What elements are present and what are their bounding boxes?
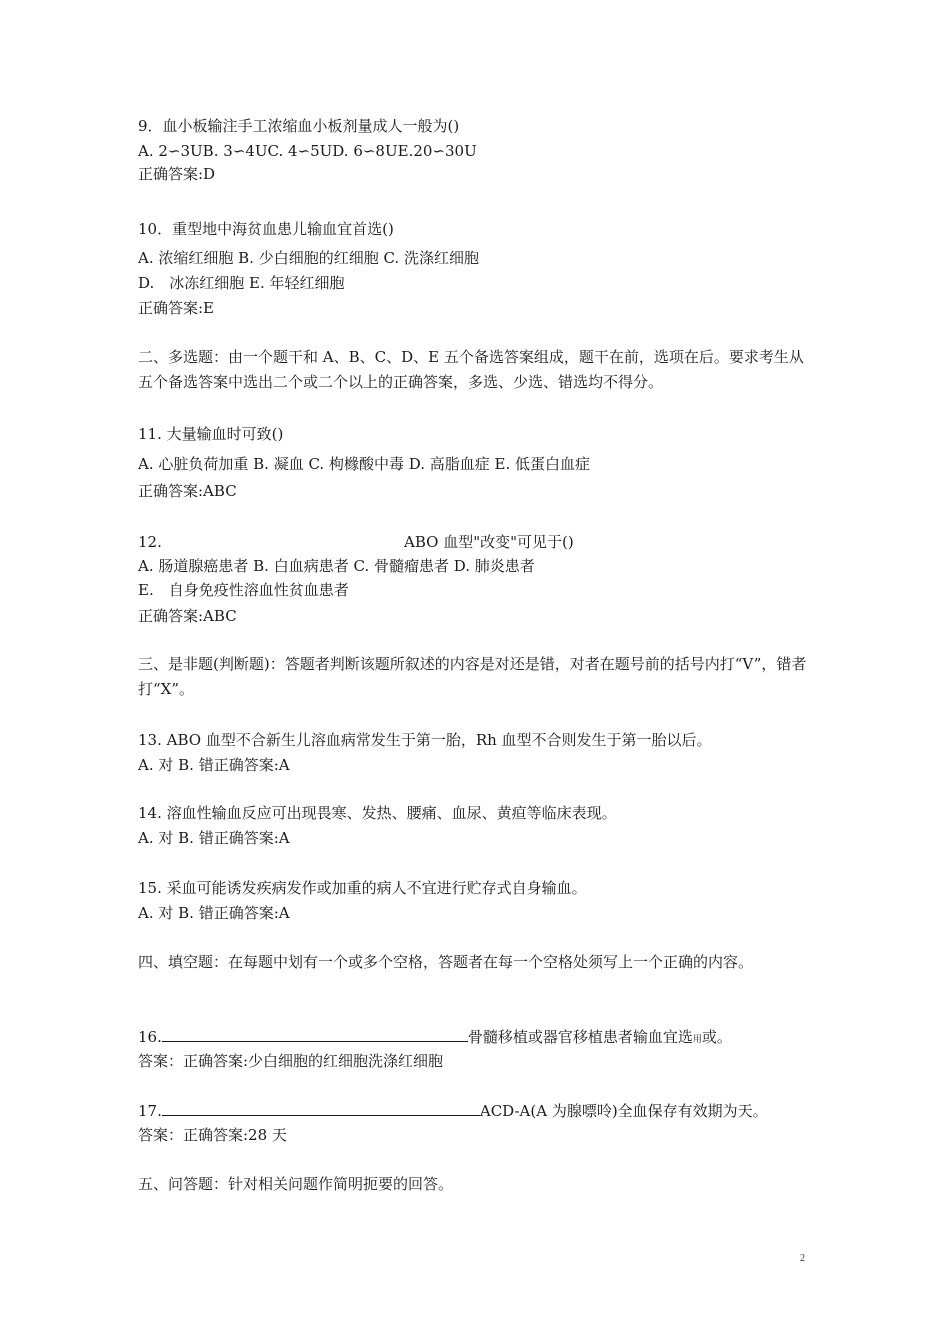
question-answer: 正确答案:ABC <box>138 607 237 625</box>
question-text: ACD-A(A 为腺嘌呤)全血保存有效期为天。 <box>479 1102 768 1120</box>
page-number: 2 <box>800 1253 805 1264</box>
question-answer: A. 对 B. 错正确答案:A <box>138 829 290 847</box>
question-stem: 11. 大量输血时可致() <box>138 425 284 443</box>
question-options: E. 自身免疫性溶血性贫血患者 <box>138 581 349 599</box>
question-stem: 15. 采血可能诱发疾病发作或加重的病人不宜进行贮存式自身输血。 <box>138 879 587 897</box>
question-number: 16. <box>138 1028 162 1046</box>
question-answer: A. 对 B. 错正确答案:A <box>138 756 290 774</box>
answer-blank <box>162 1026 468 1042</box>
question-answer: 正确答案:E <box>138 299 215 317</box>
question-text: 骨髓移植或器官移植患者输血宜选 <box>467 1028 693 1046</box>
question-answer: A. 对 B. 错正确答案:A <box>138 904 290 922</box>
subscript-text: 用 <box>692 1035 702 1045</box>
question-text-end: 或。 <box>701 1028 732 1046</box>
section-heading-short-answer: 五、问答题：针对相关问题作简明扼要的回答。 <box>138 1175 454 1193</box>
question-stem: 13. ABO 血型不合新生儿溶血病常发生于第一胎，Rh 血型不合则发生于第一胎以后。 <box>138 731 712 749</box>
question-number: 12. <box>138 533 162 551</box>
question-stem <box>138 1026 732 1050</box>
answer-blank <box>162 1100 480 1116</box>
question-options: A. 心脏负荷加重 B. 凝血 C. 枸橼酸中毒 D. 高脂血症 E. 低蛋白血症 <box>138 455 590 473</box>
question-number: 17. <box>138 1102 162 1120</box>
question-answer: 正确答案:ABC <box>138 482 237 500</box>
question-stem <box>138 1100 768 1121</box>
question-options: D. 冰冻红细胞 E. 年轻红细胞 <box>138 274 345 292</box>
question-stem: ABO 血型"改变"可见于() <box>404 533 574 551</box>
question-stem: 9．血小板输注手工浓缩血小板剂量成人一般为() <box>138 117 460 135</box>
section-heading-multiple-choice: 二、多选题：由一个题干和 A、B、C、D、E 五个备选答案组成，题干在前，选项在后。要求考生从五个备选答案中选出二个或二个以上的正确答案，多选、少选、错选均不得分。 <box>138 348 804 391</box>
question-answer: 答案：正确答案:28 天 <box>138 1126 287 1144</box>
question-stem: 10．重型地中海贫血患儿输血宜首选() <box>138 220 394 238</box>
question-answer: 答案：正确答案:少白细胞的红细胞洗涤红细胞 <box>138 1052 444 1070</box>
section-heading-true-false: 三、是非题(判断题)：答题者判断该题所叙述的内容是对还是错，对者在题号前的括号内打“V”，错者打“X”。 <box>138 655 807 698</box>
question-options: A. 肠道腺癌患者 B. 白血病患者 C. 骨髓瘤患者 D. 肺炎患者 <box>138 557 535 575</box>
question-answer: 正确答案:D <box>138 165 216 183</box>
question-options: A. 2∽3UB. 3∽4UC. 4∽5UD. 6∽8UE.20∽30U <box>138 142 477 160</box>
question-stem: 14. 溶血性输血反应可出现畏寒、发热、腰痛、血尿、黄疸等临床表现。 <box>138 804 617 822</box>
question-options: A. 浓缩红细胞 B. 少白细胞的红细胞 C. 洗涤红细胞 <box>138 249 479 267</box>
section-heading-fill-in-blank: 四、填空题：在每题中划有一个或多个空格，答题者在每一个空格处须写上一个正确的内容。 <box>138 953 754 971</box>
